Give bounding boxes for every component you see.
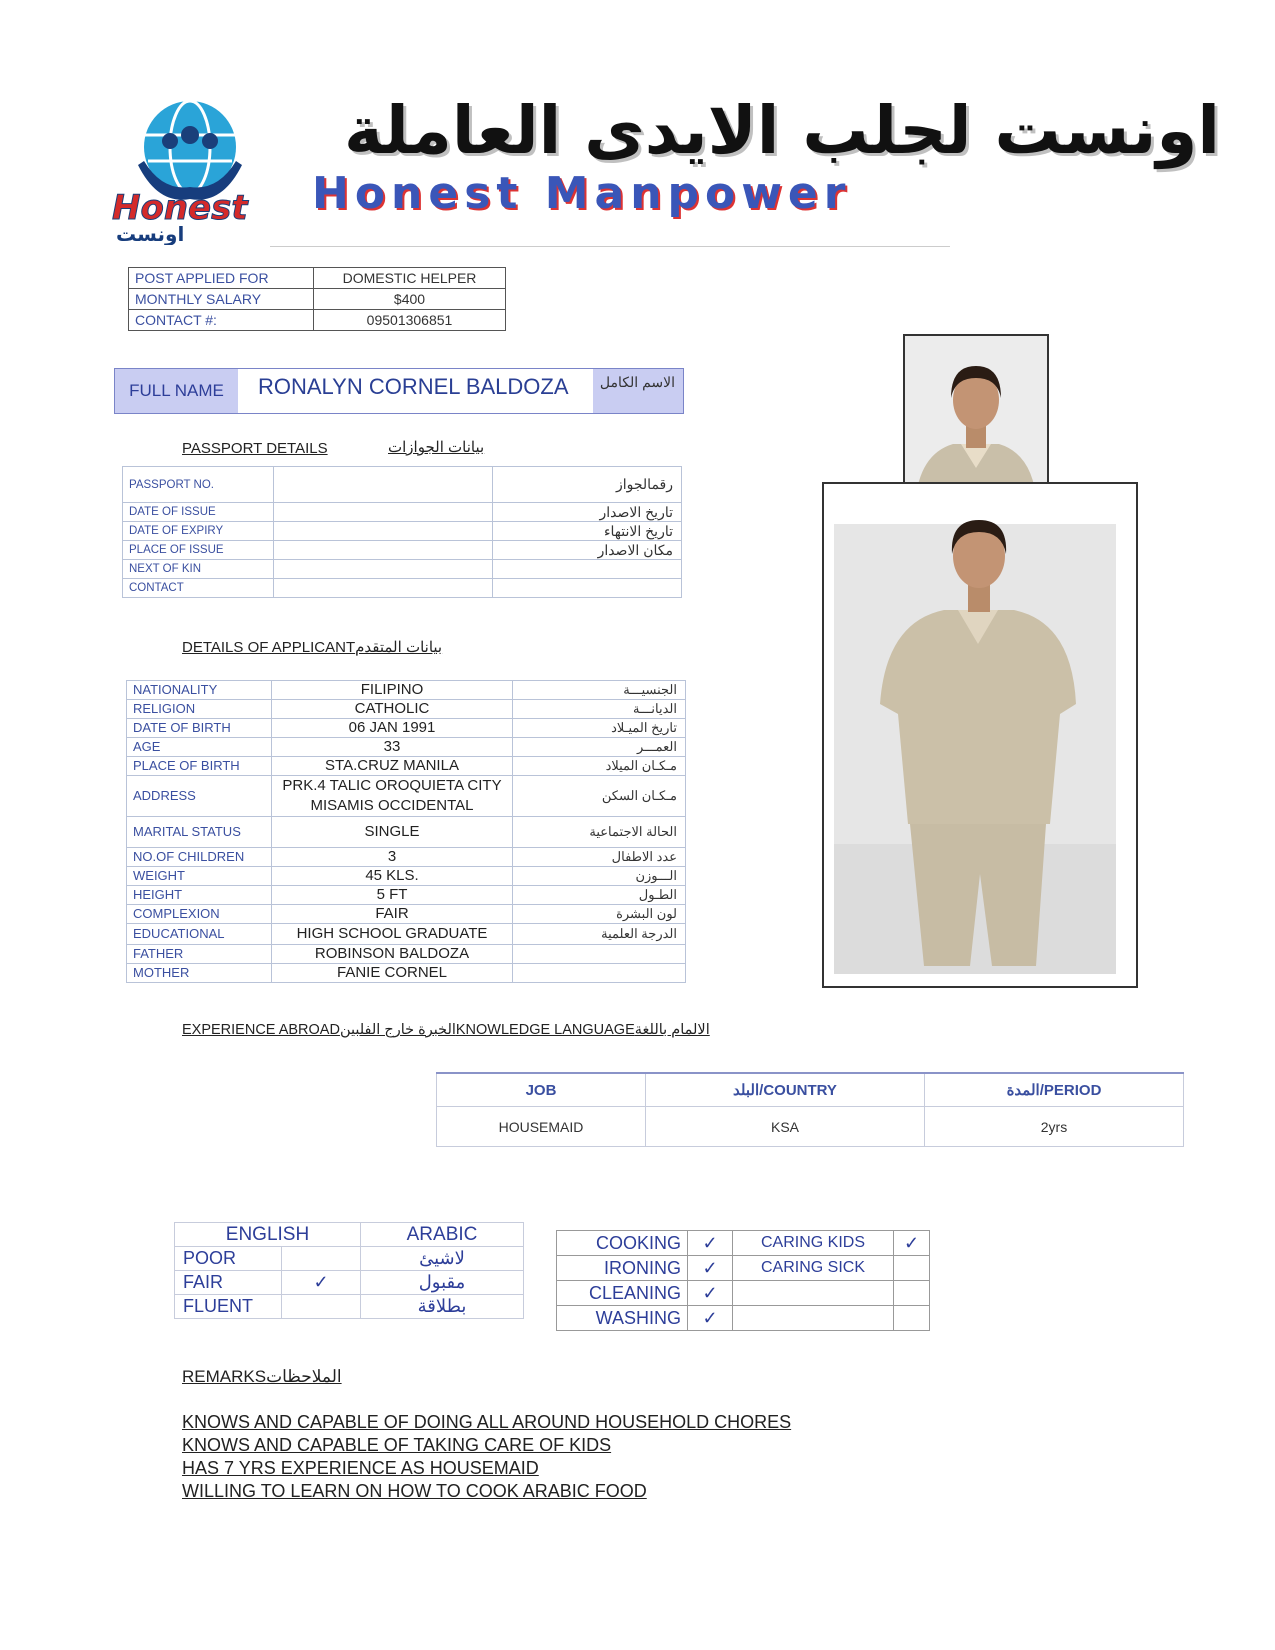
table-row: CONTACT #: 09501306851 — [129, 310, 506, 331]
table-row: MOTHER FANIE CORNEL — [127, 964, 686, 983]
experience-heading: EXPERIENCE ABROADالخبرة خارج الفلبينKNOWLEDGE LANGUAGEالالمام باللغة — [182, 1022, 710, 1038]
remark-line: KNOWS AND CAPABLE OF DOING ALL AROUND HOUSEHOLD CHORES — [182, 1412, 792, 1432]
skills-table — [556, 1230, 930, 1331]
table-row: WEIGHT 45 KLS. الـــوزن — [127, 867, 686, 886]
full-name-label: FULL NAME — [115, 369, 238, 413]
table-row: ENGLISH ARABIC — [175, 1223, 524, 1247]
full-name-band — [114, 368, 684, 414]
logo-text: Honest — [112, 188, 248, 228]
table-row: HOUSEMAID KSA 2yrs — [437, 1107, 1184, 1147]
table-row: ADDRESS PRK.4 TALIC OROQUIETA CITY MISAMIS OCCIDENTAL مـكـان السكن — [127, 776, 686, 817]
table-row: JOB البلد/COUNTRY المدة/PERIOD — [437, 1073, 1184, 1107]
logo-text-ar: اونست — [116, 222, 185, 245]
table-row: PLACE OF BIRTH STA.CRUZ MANILA مـكـان الميلاد — [127, 757, 686, 776]
applicant-headshot — [903, 334, 1049, 506]
table-row: COMPLEXION FAIR لون البشرة — [127, 905, 686, 924]
table-row: FATHER ROBINSON BALDOZA — [127, 945, 686, 964]
table-row: FAIR ✓ مقبول — [175, 1271, 524, 1295]
remark-line: KNOWS AND CAPABLE OF TAKING CARE OF KIDS — [182, 1435, 612, 1455]
table-row: FLUENT بطلاقة — [175, 1295, 524, 1319]
table-row: CONTACT — [123, 579, 682, 598]
remarks-heading: REMARKSالملاحظات — [182, 1367, 342, 1386]
table-row: CLEANING ✓ — [557, 1281, 930, 1306]
table-row: EDUCATIONAL HIGH SCHOOL GRADUATE الدرجة العلمية — [127, 924, 686, 945]
table-row: POST APPLIED FOR DOMESTIC HELPER — [129, 268, 506, 289]
applicant-table — [126, 680, 686, 983]
table-row: PASSPORT NO. رقمالجواز — [123, 467, 682, 503]
table-row: NO.OF CHILDREN 3 عدد الاطفال — [127, 848, 686, 867]
table-row: MARITAL STATUS SINGLE الحالة الاجتماعية — [127, 817, 686, 848]
table-row: NATIONALITY FILIPINO الجنسيـــة — [127, 681, 686, 700]
applicant-full-photo — [822, 482, 1138, 988]
full-name-value: RONALYN CORNEL BALDOZA — [258, 374, 569, 399]
table-row: HEIGHT 5 FT الطـول — [127, 886, 686, 905]
passport-heading-ar: بيانات الجوازات — [388, 439, 485, 456]
table-row: DATE OF EXPIRY تاريخ الانتهاء — [123, 522, 682, 541]
table-row: MONTHLY SALARY $400 — [129, 289, 506, 310]
post-table — [128, 267, 506, 331]
table-row: WASHING ✓ — [557, 1306, 930, 1331]
table-row: POOR لاشيئ — [175, 1247, 524, 1271]
table-row: IRONING ✓ CARING SICK — [557, 1256, 930, 1281]
table-row: DATE OF BIRTH 06 JAN 1991 تاريخ الميـلاد — [127, 719, 686, 738]
passport-heading: PASSPORT DETAILS — [182, 440, 328, 457]
passport-table — [122, 466, 682, 598]
remark-line: WILLING TO LEARN ON HOW TO COOK ARABIC FOOD — [182, 1481, 647, 1501]
header-divider — [270, 246, 950, 247]
language-table — [174, 1222, 524, 1319]
experience-table — [436, 1072, 1184, 1147]
table-row: NEXT OF KIN — [123, 560, 682, 579]
table-row: PLACE OF ISSUE مكان الاصدار — [123, 541, 682, 560]
full-name-label-ar: الاسم الكامل — [593, 369, 683, 413]
applicant-heading: DETAILS OF APPLICANTبيانات المتقدم — [182, 639, 443, 656]
table-row: DATE OF ISSUE تاريخ الاصدار — [123, 503, 682, 522]
company-logo — [108, 95, 268, 245]
title-arabic: اونست لجلب الايدى العاملة — [344, 92, 1220, 169]
table-row: RELIGION CATHOLIC الديانـــة — [127, 700, 686, 719]
title-english: Honest Manpower — [312, 168, 852, 219]
remark-line: HAS 7 YRS EXPERIENCE AS HOUSEMAID — [182, 1458, 539, 1478]
table-row: COOKING ✓ CARING KIDS ✓ — [557, 1231, 930, 1256]
table-row: AGE 33 العمـــر — [127, 738, 686, 757]
